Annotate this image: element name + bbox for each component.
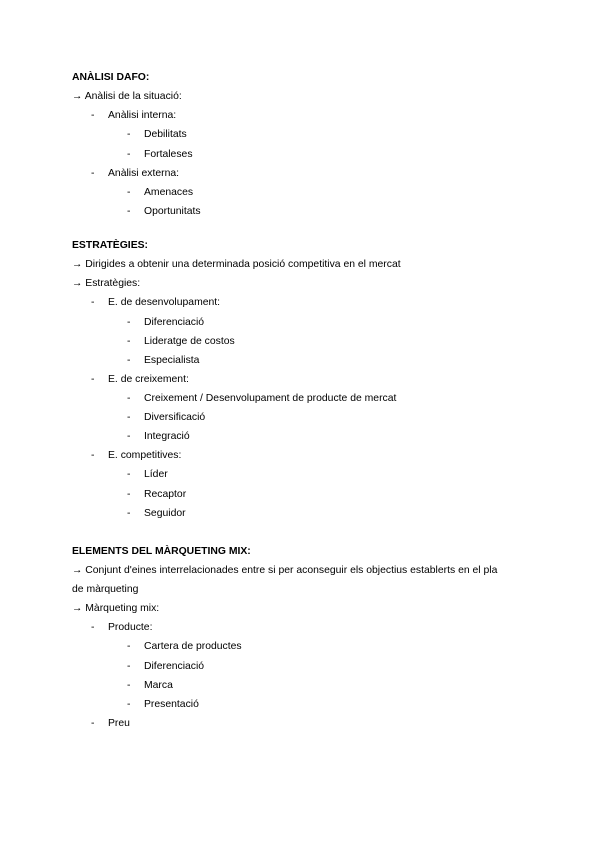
bullet-dash: -: [127, 206, 131, 217]
section-heading-marqueting-mix: ELEMENTS DEL MÀRQUETING MIX:: [72, 546, 251, 557]
bullet-dash: -: [127, 149, 131, 160]
bullet-dash: -: [127, 699, 131, 710]
list-item: Integració: [144, 431, 190, 442]
list-item: Diferenciació: [144, 317, 205, 328]
group-label: Anàlisi interna:: [108, 110, 177, 121]
bullet-dash: -: [127, 661, 131, 672]
list-item: Especialista: [144, 355, 200, 366]
bullet-dash: -: [91, 374, 95, 385]
bullet-dash: -: [127, 187, 131, 198]
group-label: E. competitives:: [108, 450, 182, 461]
arrow-line: → Anàlisi de la situació:: [72, 91, 182, 102]
list-item: Cartera de productes: [144, 641, 242, 652]
list-item: Lideratge de costos: [144, 336, 235, 347]
list-item: Diversificació: [144, 412, 206, 423]
bullet-dash: -: [127, 489, 131, 500]
bullet-dash: -: [127, 469, 131, 480]
bullet-dash: -: [127, 412, 131, 423]
list-item: Amenaces: [144, 187, 194, 198]
list-item: Marca: [144, 680, 173, 691]
bullet-dash: -: [91, 718, 95, 729]
list-item: Seguidor: [144, 508, 186, 519]
arrow-line: → Màrqueting mix:: [72, 603, 160, 614]
list-item: Fortaleses: [144, 149, 193, 160]
section-heading-dafo: ANÀLISI DAFO:: [72, 72, 150, 83]
bullet-dash: -: [91, 297, 95, 308]
arrow-line-continuation: de màrqueting: [72, 584, 139, 595]
bullet-dash: -: [91, 622, 95, 633]
section-heading-estrategies: ESTRATÈGIES:: [72, 240, 149, 251]
group-label: Preu: [108, 718, 130, 729]
bullet-dash: -: [127, 317, 131, 328]
bullet-dash: -: [127, 355, 131, 366]
group-label: E. de creixement:: [108, 374, 189, 385]
bullet-dash: -: [91, 450, 95, 461]
list-item: Diferenciació: [144, 661, 205, 672]
bullet-dash: -: [127, 508, 131, 519]
bullet-dash: -: [127, 336, 131, 347]
arrow-line: → Estratègies:: [72, 278, 141, 289]
group-label: Anàlisi externa:: [108, 168, 180, 179]
arrow-line: → Conjunt d'eines interrelacionades entre si per aconseguir els objectius establerts en el pla: [72, 565, 498, 576]
bullet-dash: -: [127, 129, 131, 140]
list-item: Oportunitats: [144, 206, 201, 217]
list-item: Debilitats: [144, 129, 187, 140]
bullet-dash: -: [127, 431, 131, 442]
bullet-dash: -: [127, 393, 131, 404]
list-item: Recaptor: [144, 489, 187, 500]
group-label: Producte:: [108, 622, 153, 633]
bullet-dash: -: [91, 168, 95, 179]
group-label: E. de desenvolupament:: [108, 297, 221, 308]
list-item: Presentació: [144, 699, 199, 710]
list-item: Líder: [144, 469, 168, 480]
bullet-dash: -: [127, 680, 131, 691]
arrow-line: → Dirigides a obtenir una determinada posició competitiva en el mercat: [72, 259, 401, 270]
bullet-dash: -: [127, 641, 131, 652]
bullet-dash: -: [91, 110, 95, 121]
list-item: Creixement / Desenvolupament de producte de mercat: [144, 393, 397, 404]
